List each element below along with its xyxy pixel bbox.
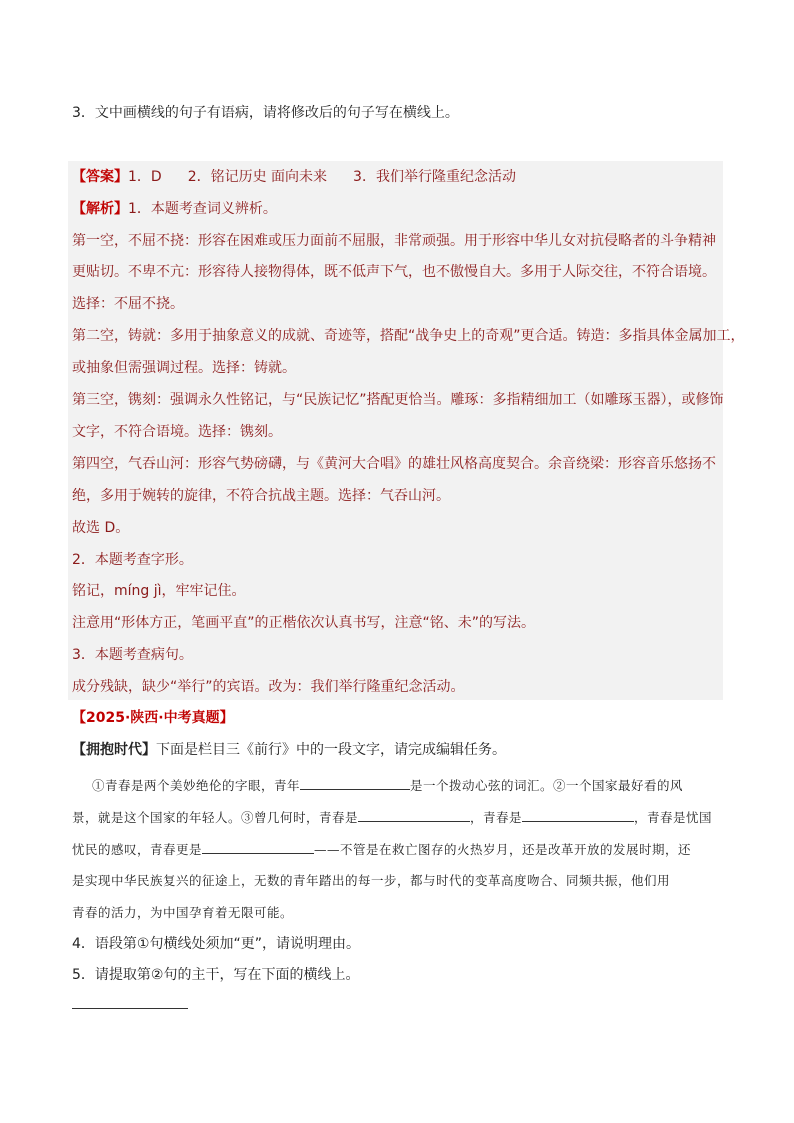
analysis-line-2: 第一空，不屈不挠：形容在困难或压力面前不屈服，非常顽强。用于形容中华儿女对抗侵略者的斗争精神 [72,233,716,249]
fill-blank-4[interactable] [202,839,314,854]
analysis-line-12: 2．本题考查字形。 [72,552,193,568]
passage-text: ，青春是 [470,810,523,825]
passage-text: 忧民的感叹，青春更是 [72,842,203,857]
analysis-line-7: 第三空，镌刻：强调永久性铭记，与“民族记忆”搭配更恰当。雕琢：多指精细加工（如雕琢玉器），或修饰 [72,392,724,408]
source-tag: 【2025·陕西·中考真题】 [72,710,234,726]
answer-blank-line[interactable] [72,1008,188,1009]
analysis-text: 1．本题考查词义辨析。 [128,201,277,217]
answer-2: 2．铭记历史 面向未来 [187,169,328,185]
passage-text: ，青春是忧国 [634,810,713,825]
passage-line-2 [72,807,724,828]
analysis-line-13: 铭记，míng jì，牢牢记住。 [72,583,246,599]
answer-1: 1．D [128,169,162,185]
fill-blank-3[interactable] [522,807,634,822]
question-3: 3．文中画横线的句子有语病，请将修改后的句子写在横线上。 [72,105,459,121]
analysis-line-10: 绝，多用于婉转的旋律，不符合抗战主题。选择：气吞山河。 [72,488,450,504]
analysis-line-9: 第四空，气吞山河：形容气势磅礴，与《黄河大合唱》的雄壮风格高度契合。余音绕梁：形容音乐悠扬不 [72,456,716,472]
analysis-line-1 [72,199,277,219]
passage-line-1 [92,775,744,796]
passage-line-3 [72,839,724,860]
analysis-line-6: 或抽象但需强调过程。选择：铸就。 [72,360,296,376]
passage-text: 是一个拨动心弦的词汇。②一个国家最好看的风 [410,778,684,793]
analysis-line-4: 选择：不屈不挠。 [72,296,184,312]
answer-line [72,167,516,187]
passage-text: ——不管是在救亡图存的火热岁月，还是改革开放的发展时期，还 [314,842,692,857]
prompt-tag: 【拥抱时代】 [72,742,156,758]
prompt-text: 下面是栏目三《前行》中的一段文字，请完成编辑任务。 [156,742,506,758]
passage-text: ①青春是两个美妙绝伦的字眼，青年 [92,778,301,793]
passage-line-5: 青春的活力，为中国孕育着无限可能。 [72,905,294,920]
analysis-line-14: 注意用“形体方正，笔画平直”的正楷依次认真书写，注意“铭、未”的写法。 [72,615,536,631]
analysis-line-11: 故选 D。 [72,520,130,536]
question-4: 4．语段第①句横线处须加“更”，请说明理由。 [72,936,360,952]
analysis-line-16: 成分残缺，缺少“举行”的宾语。改为：我们举行隆重纪念活动。 [72,679,465,695]
analysis-line-3: 更贴切。不卑不亢：形容待人接物得体，既不低声下气，也不傲慢自大。多用于人际交往，不符合语境。 [72,264,716,280]
task-prompt [72,739,506,759]
question-5: 5．请提取第②句的主干，写在下面的横线上。 [72,967,360,983]
answer-analysis-block [68,161,745,700]
analysis-line-5: 第二空，铸就：多用于抽象意义的成就、奇迹等，搭配“战争史上的奇观”更合适。铸造：多指具体金属加工， [72,328,745,344]
passage-line-4: 是实现中华民族复兴的征途上，无数的青年踏出的每一步，都与时代的变革高度吻合、同频共振，他们用 [72,873,671,888]
fill-blank-2[interactable] [358,807,470,822]
analysis-line-8: 文字，不符合语境。选择：镌刻。 [72,424,282,440]
analysis-tag: 【解析】 [72,201,128,217]
fill-blank-1[interactable] [300,775,410,790]
answer-tag: 【答案】 [72,169,128,185]
answer-3: 3．我们举行隆重纪念活动 [353,169,516,185]
analysis-line-15: 3．本题考查病句。 [72,647,193,663]
passage-text: 景，就是这个国家的年轻人。③曾几何时，青春是 [72,810,359,825]
